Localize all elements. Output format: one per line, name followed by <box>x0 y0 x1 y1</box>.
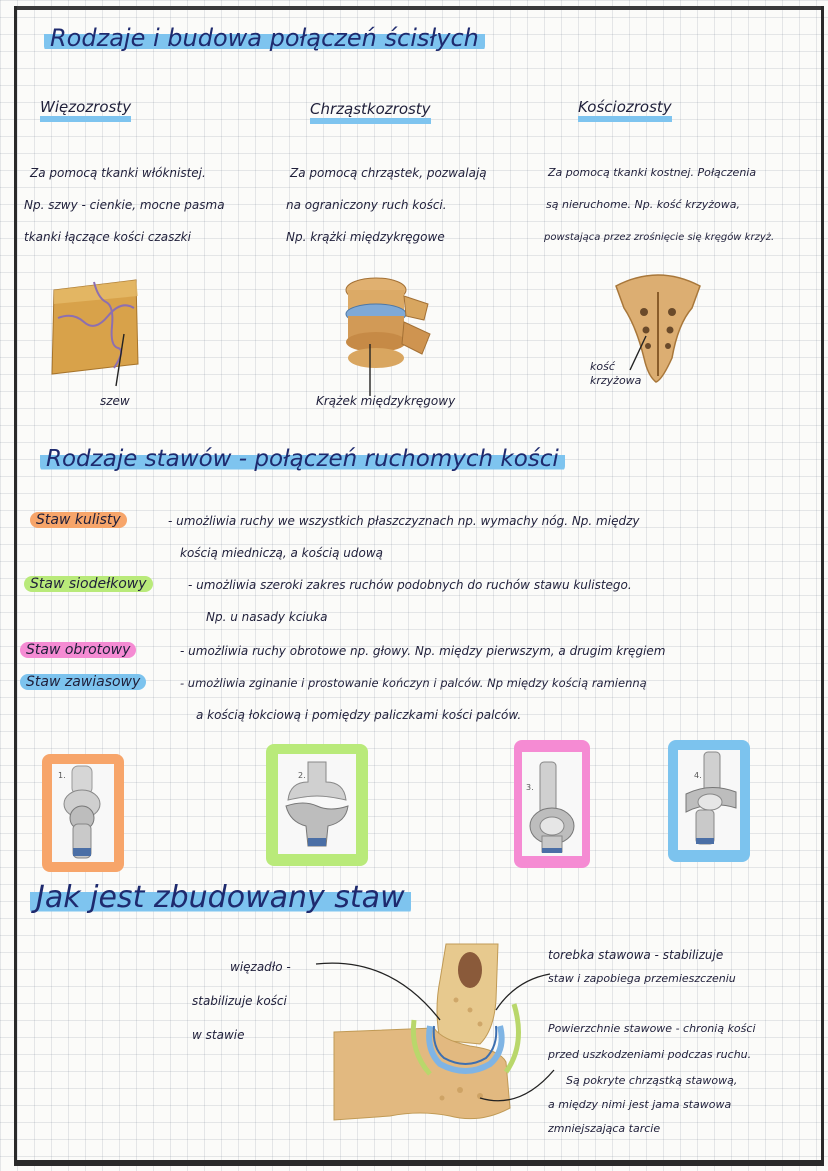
col-2-line-3: Np. krążki międzykręgowe <box>286 230 445 244</box>
ball-joint-figure <box>40 752 126 874</box>
intervertebral-disc-illustration <box>336 276 436 376</box>
page-border-bottom <box>14 1160 824 1166</box>
col-3-heading: Kościozrosty <box>578 98 672 122</box>
joint-hinge-line-1: - umożliwia zginanie i prostowanie kończyn i palców. Np między kością ramienną <box>180 676 647 690</box>
col-1-line-1: Za pomocą tkanki włóknistej. <box>30 166 206 180</box>
col-2-line-1: Za pomocą chrząstek, pozwalają <box>290 166 487 180</box>
surfaces-line-2: przed uszkodzeniami podczas ruchu. <box>548 1048 752 1061</box>
col-3-caption: kość krzyżowa <box>590 360 642 387</box>
section-3-title: Jak jest zbudowany staw <box>30 880 411 915</box>
figure-label-1: 1. <box>58 771 66 780</box>
joint-ball-tag: Staw kulisty <box>30 512 127 528</box>
joint-saddle-tag: Staw siodełkowy <box>24 576 153 592</box>
col-1-line-2: Np. szwy - cienkie, mocne pasma <box>24 198 225 212</box>
page-border-left <box>14 6 17 1166</box>
col-2-caption: Krążek międzykręgowy <box>316 394 456 408</box>
disc-pointer <box>360 340 380 400</box>
surfaces-line-5: zmniejszająca tarcie <box>548 1122 661 1135</box>
section-2-title: Rodzaje stawów - połączeń ruchomych kości <box>40 446 565 472</box>
col-2-line-2: na ograniczony ruch kości. <box>286 198 447 212</box>
pivot-joint-figure <box>512 738 592 870</box>
joint-ball-line-1: - umożliwia ruchy we wszystkich płaszczyznach np. wymachy nóg. Np. między <box>168 514 640 528</box>
ligament-line-1: więzadło - <box>230 960 291 974</box>
ligament-line-3: w stawie <box>192 1028 245 1042</box>
section-1-title: Rodzaje i budowa połączeń ścisłych <box>44 24 485 52</box>
joint-pivot-line-1: - umożliwia ruchy obrotowe np. głowy. Np. między pierwszym, a drugim kręgiem <box>180 644 666 658</box>
surfaces-line-1: Powierzchnie stawowe - chronią kości <box>548 1022 756 1035</box>
surfaces-line-3: Są pokryte chrząstką stawową, <box>566 1074 738 1087</box>
page-border-top <box>14 6 824 10</box>
page-border-right <box>821 6 824 1166</box>
capsule-line-2: staw i zapobiega przemieszczeniu <box>548 972 736 985</box>
anatomy-pointer-lines <box>290 960 560 1120</box>
col-2-heading: Chrząstkozrosty <box>310 100 431 124</box>
joint-pivot-tag: Staw obrotowy <box>20 642 136 658</box>
hinge-joint-figure <box>666 738 752 864</box>
surfaces-line-4: a między nimi jest jama stawowa <box>548 1098 732 1111</box>
ligament-line-2: stabilizuje kości <box>192 994 287 1008</box>
joint-hinge-line-2: a kością łokciową i pomiędzy paliczkami kości palców. <box>196 708 522 722</box>
joint-saddle-line-2: Np. u nasady kciuka <box>206 610 328 624</box>
saddle-joint-figure <box>264 742 370 868</box>
col-3-line-2: są nieruchome. Np. kość krzyżowa, <box>546 198 740 211</box>
figure-label-2: 2. <box>298 771 306 780</box>
col-3-line-1: Za pomocą tkanki kostnej. Połączenia <box>548 166 757 179</box>
joint-hinge-tag: Staw zawiasowy <box>20 674 146 690</box>
col-3-line-3: powstająca przez zrośnięcie się kręgów krzyż. <box>544 232 775 243</box>
joint-saddle-line-1: - umożliwia szeroki zakres ruchów podobnych do ruchów stawu kulistego. <box>188 578 632 592</box>
suture-pointer <box>96 330 136 390</box>
joint-ball-line-2: kością miedniczą, a kością udową <box>180 546 384 560</box>
capsule-line-1: torebka stawowa - stabilizuje <box>548 948 724 962</box>
col-1-heading: Więzozrosty <box>40 98 131 122</box>
figure-label-3: 3. <box>526 783 534 792</box>
col-1-caption: szew <box>100 394 130 408</box>
figure-label-4: 4. <box>694 771 702 780</box>
col-1-line-3: tkanki łączące kości czaszki <box>24 230 191 244</box>
